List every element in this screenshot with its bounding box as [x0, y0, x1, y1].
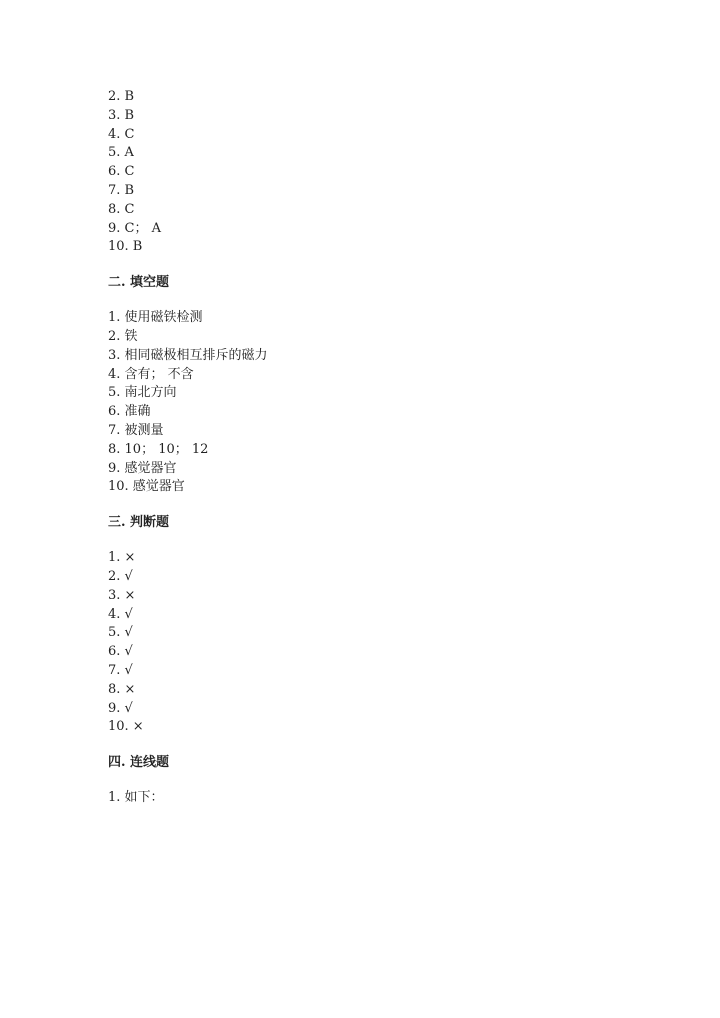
answer-item: 3. × [108, 587, 136, 603]
answer-item: 3. 相同磁极相互排斥的磁力 [108, 347, 268, 363]
answer-item: 4. C [108, 126, 135, 142]
answer-item: 6. √ [108, 644, 133, 660]
answer-item: 4. √ [108, 606, 133, 622]
matching-answers-list [108, 789, 628, 808]
answer-item: 2. √ [108, 568, 133, 584]
answer-item: 7. √ [108, 662, 133, 678]
answer-item: 9. √ [108, 700, 133, 716]
answer-item: 8. × [108, 681, 136, 697]
answer-item: 9. C； A [108, 220, 162, 236]
answer-item: 2. 铁 [108, 328, 138, 344]
answer-item: 7. 被测量 [108, 422, 164, 438]
section-heading-true-false: 三. 判断题 [108, 515, 170, 531]
answer-item: 9. 感觉器官 [108, 460, 177, 476]
answer-item: 8. C [108, 201, 135, 217]
answer-item: 7. B [108, 182, 135, 198]
answer-item: 5. A [108, 145, 134, 161]
answer-item: 3. B [108, 107, 135, 123]
answer-item: 10. × [108, 719, 144, 735]
answer-document [108, 88, 628, 808]
true-false-answers-list [108, 549, 628, 737]
section-heading-fill-in: 二. 填空题 [108, 275, 170, 291]
choice-answers-list [108, 88, 628, 257]
answer-item: 6. C [108, 164, 135, 180]
answer-item: 5. 南北方向 [108, 385, 177, 401]
answer-item: 2. B [108, 89, 135, 104]
answer-item: 1. × [108, 550, 136, 566]
answer-item: 1. 如下： [108, 790, 164, 806]
fill-in-answers-list [108, 309, 628, 497]
answer-item: 4. 含有； 不含 [108, 366, 194, 382]
answer-item: 8. 10； 10； 12 [108, 441, 209, 457]
answer-item: 1. 使用磁铁检测 [108, 310, 203, 326]
answer-item: 5. √ [108, 625, 133, 641]
section-heading-matching: 四. 连线题 [108, 755, 170, 771]
answer-item: 6. 准确 [108, 404, 151, 420]
answer-item: 10. B [108, 239, 143, 255]
answer-item: 10. 感觉器官 [108, 479, 185, 495]
